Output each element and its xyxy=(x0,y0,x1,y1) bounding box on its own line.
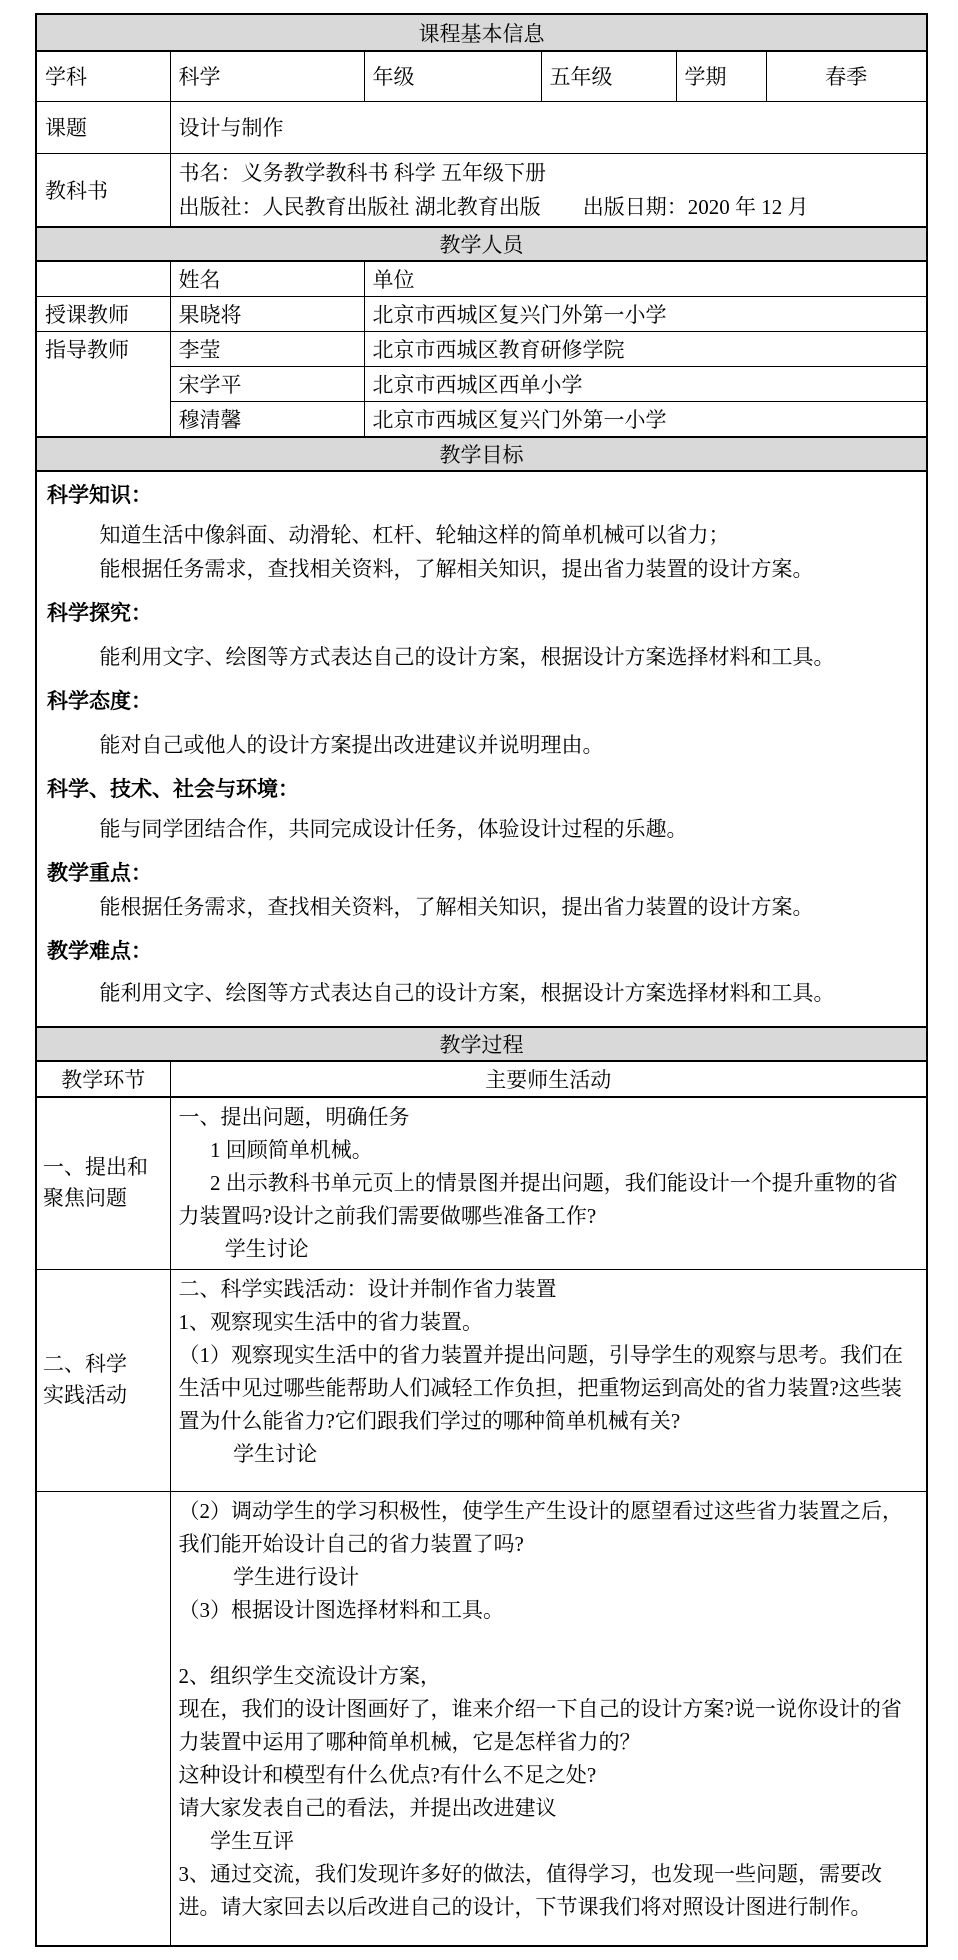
stage-line: 聚焦问题 xyxy=(43,1186,127,1210)
content-line: 现在，我们的设计图画好了，谁来介绍一下自己的设计方案?说一说你设计的省力装置中运用了哪种简单机械，它是怎样省力的？ xyxy=(178,1696,902,1754)
objective-text: 能利用文字、绘图等方式表达自己的设计方案，根据设计方案选择材料和工具。 xyxy=(99,644,835,669)
staff-header-row xyxy=(36,261,927,297)
objective-text: 能利用文字、绘图等方式表达自己的设计方案，根据设计方案选择材料和工具。 xyxy=(99,980,835,1005)
content-line: 2 出示教科书单元页上的情景图并提出问题，我们能设计一个提升重物的省力装置吗?设计之前我们需要做哪些准备工作? xyxy=(178,1170,898,1228)
lecturer-role-cell: 授课教师 xyxy=(36,296,170,331)
textbook-value-cell xyxy=(170,153,927,227)
content-line xyxy=(179,1627,919,1660)
staff-unit-header-cell: 单位 xyxy=(364,261,927,297)
objective-heading: 科学态度： xyxy=(47,688,152,713)
activity-cell xyxy=(170,1269,927,1491)
process-row-2 xyxy=(36,1269,927,1491)
content-line: 学生讨论 xyxy=(233,1441,318,1466)
subject-value-cell: 科学 xyxy=(170,51,364,101)
section-header-objectives: 教学目标 xyxy=(36,437,927,471)
stage-header-cell: 教学环节 xyxy=(36,1061,170,1097)
lesson-plan-table xyxy=(35,13,928,1947)
section-header-course-info: 课程基本信息 xyxy=(36,14,927,51)
textbook-row xyxy=(36,153,927,227)
activity-header-cell: 主要师生活动 xyxy=(170,1061,927,1097)
content-line: 1、观察现实生活中的省力装置。 xyxy=(178,1309,483,1334)
staff-row-advisor xyxy=(36,401,927,437)
objective-heading: 科学探究： xyxy=(47,600,152,625)
content-line: 这种设计和模型有什么优点?有什么不足之处? xyxy=(178,1762,597,1787)
textbook-label-cell: 教科书 xyxy=(36,153,170,227)
content-line: 学生讨论 xyxy=(224,1236,309,1261)
textbook-line: 书名：义务教学教科书 科学 五年级下册 xyxy=(178,160,546,185)
lecturer-unit-cell: 北京市西城区复兴门外第一小学 xyxy=(364,296,927,331)
section-header-process: 教学过程 xyxy=(36,1027,927,1061)
topic-value-cell: 设计与制作 xyxy=(170,101,927,153)
advisor-unit-cell: 北京市西城区西单小学 xyxy=(364,366,927,401)
staff-row-advisor xyxy=(36,331,927,366)
lecturer-name-cell: 果晓将 xyxy=(170,296,364,331)
process-header-row xyxy=(36,1061,927,1097)
content-line: 二、科学实践活动：设计并制作省力装置 xyxy=(178,1276,557,1301)
content-line: 请大家发表自己的看法，并提出改进建议 xyxy=(178,1795,557,1820)
objective-text: 能根据任务需求，查找相关资料，了解相关知识，提出省力装置的设计方案。 xyxy=(99,894,814,919)
section-row-staff xyxy=(36,227,927,261)
stage-cell xyxy=(36,1097,170,1270)
term-value-cell: 春季 xyxy=(766,51,927,101)
stage-line: 一、提出和 xyxy=(43,1155,148,1179)
textbook-line: 出版社：人民教育出版社 湖北教育出版 出版日期：2020 年 12 月 xyxy=(178,194,809,219)
advisor-name-cell: 穆清馨 xyxy=(170,401,364,437)
content-line: 3、通过交流，我们发现许多好的做法，值得学习，也发现一些问题，需要改进。请大家回去以后改进自己的设计，下节课我们将对照设计图进行制作。 xyxy=(178,1861,882,1919)
activity-cell xyxy=(170,1491,927,1946)
stage-line: 实践活动 xyxy=(43,1383,127,1407)
section-row-process xyxy=(36,1027,927,1061)
content-line: （2）调动学生的学习积极性，使学生产生设计的愿望看过这些省力装置之后，我们能开始设计自己的省力装置了吗? xyxy=(178,1498,903,1556)
objective-text: 能对自己或他人的设计方案提出改进建议并说明理由。 xyxy=(99,732,604,757)
staff-row-lecturer xyxy=(36,296,927,331)
content-line: 一、提出问题，明确任务 xyxy=(178,1104,410,1129)
content-line: （1）观察现实生活中的省力装置并提出问题，引导学生的观察与思考。我们在生活中见过哪些能帮助人们减轻工作负担，把重物运到高处的省力装置?这些装置为什么能省力?它们跟我们学过的哪种简单机械有关? xyxy=(178,1342,903,1433)
advisor-unit-cell: 北京市西城区教育研修学院 xyxy=(364,331,927,366)
section-row-objectives xyxy=(36,437,927,471)
content-line: 学生互评 xyxy=(210,1828,294,1853)
objective-text: 知道生活中像斜面、动滑轮、杠杆、轮轴这样的简单机械可以省力； xyxy=(99,522,730,547)
objective-heading: 教学重点： xyxy=(47,860,152,885)
stage-cell xyxy=(36,1491,170,1946)
process-row-3 xyxy=(36,1491,927,1946)
topic-label-cell: 课题 xyxy=(36,101,170,153)
objective-heading: 科学知识： xyxy=(47,482,152,507)
objective-heading: 科学、技术、社会与环境： xyxy=(47,776,299,801)
stage-line: 二、科学 xyxy=(43,1352,127,1376)
objective-text: 能根据任务需求，查找相关资料，了解相关知识，提出省力装置的设计方案。 xyxy=(99,556,814,581)
topic-row xyxy=(36,101,927,153)
stage-cell xyxy=(36,1269,170,1491)
section-header-staff: 教学人员 xyxy=(36,227,927,261)
term-label-cell: 学期 xyxy=(676,51,766,101)
grade-label-cell: 年级 xyxy=(364,51,541,101)
objective-text: 能与同学团结合作，共同完成设计任务，体验设计过程的乐趣。 xyxy=(99,816,688,841)
advisor-name-cell: 李莹 xyxy=(170,331,364,366)
grade-value-cell: 五年级 xyxy=(541,51,676,101)
objective-heading: 教学难点： xyxy=(47,938,152,963)
staff-name-header-cell: 姓名 xyxy=(170,261,364,297)
staff-role-header-cell xyxy=(36,261,170,297)
content-line: （3）根据设计图选择材料和工具。 xyxy=(178,1597,504,1622)
process-row-1 xyxy=(36,1097,927,1270)
content-line: 1 回顾简单机械。 xyxy=(210,1137,373,1162)
objectives-cell xyxy=(36,471,927,1027)
subject-label-cell: 学科 xyxy=(36,51,170,101)
content-line: 2、组织学生交流设计方案， xyxy=(178,1663,441,1688)
advisor-role-cell: 指导教师 xyxy=(36,331,170,437)
staff-row-advisor xyxy=(36,366,927,401)
activity-cell xyxy=(170,1097,927,1270)
advisor-name-cell: 宋学平 xyxy=(170,366,364,401)
objectives-row xyxy=(36,471,927,1027)
content-line: 学生进行设计 xyxy=(233,1564,360,1589)
course-info-row xyxy=(36,51,927,101)
advisor-unit-cell: 北京市西城区复兴门外第一小学 xyxy=(364,401,927,437)
section-row-course-info xyxy=(36,14,927,51)
